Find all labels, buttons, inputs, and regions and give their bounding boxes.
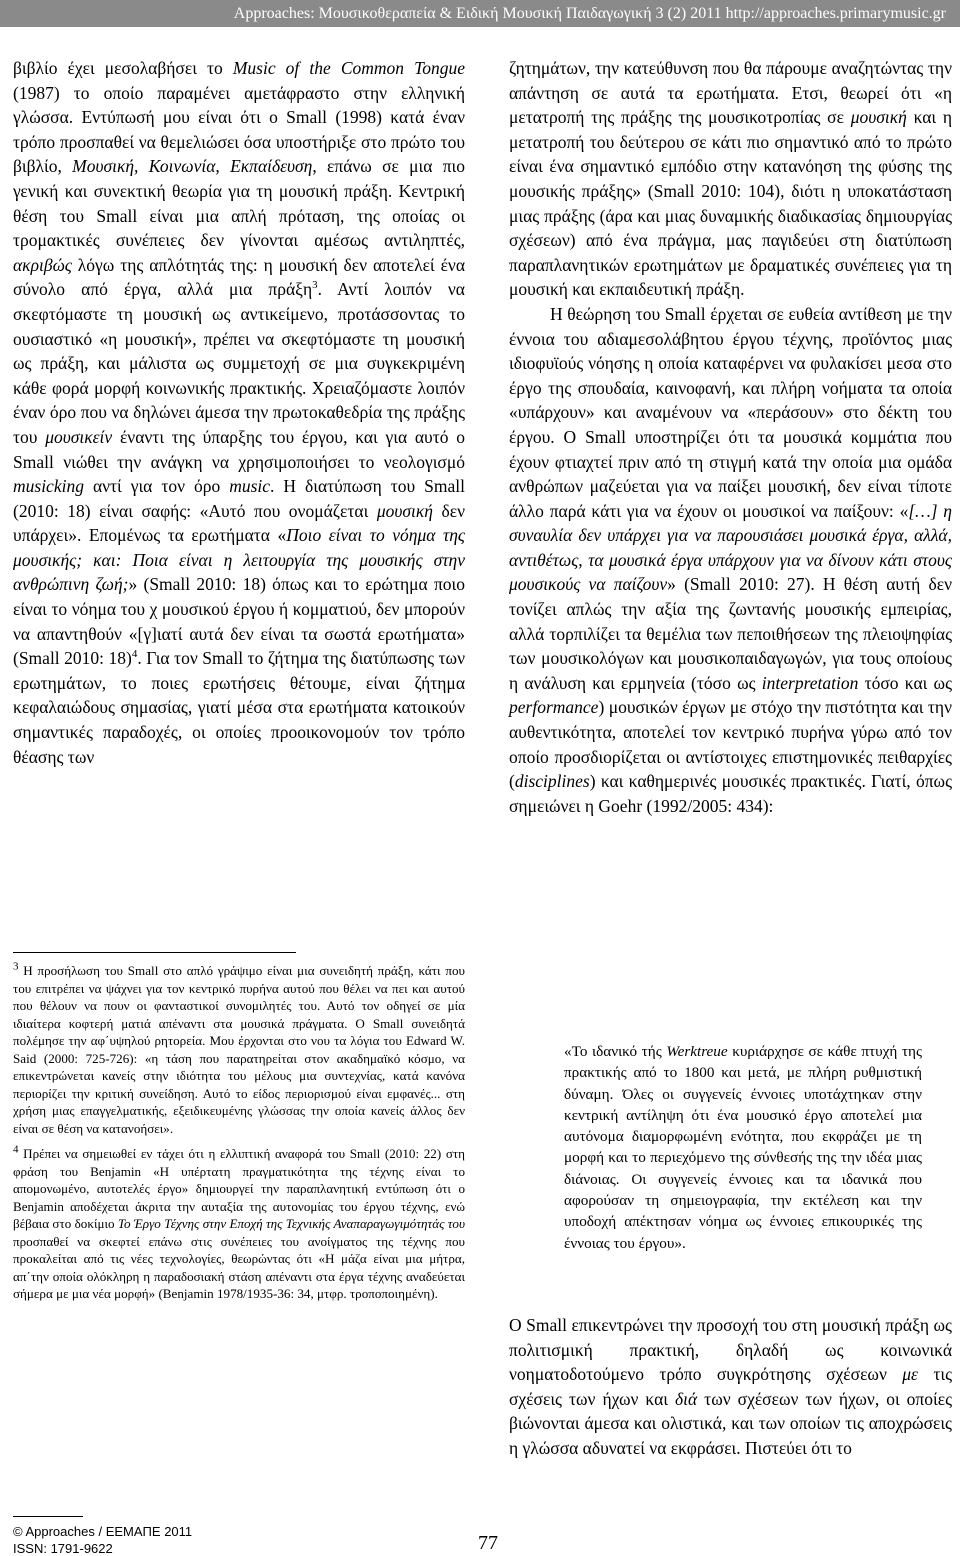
right-paragraph-1: ζητημάτων, την κατεύθυνση που θα πάρουμε αναζητώντας την απάντηση σε αυτά τα ερωτήματα. Ετσι, θεωρεί ότι «η μετατροπή της πράξης της μουσικοτροπίας σε μουσική και η μετατροπή του δεύτερου σε κάτι πιο σημαντικό από το πρώτο είναι ένα σημαντικό εμπόδιο στην κατανόηση της φύσης της μουσικής πράξης» (Small 2010: 104), διότι η υποκατάσταση μιας πράξης (άρα και μιας δυναμικής διαδικασίας δημιουργίας σχέσεων) από ένα πράγμα, μας παγιδεύει στη διατύπωση παραπλανητικών ερωτημάτων με δραματικές συνέπειες για τη μουσική και εκπαιδευτική πράξη. (509, 58, 952, 300)
right-paragraph-3: Ο Small επικεντρώνει την προσοχή του στη μουσική πράξη ως πολιτισμική πρακτική, δηλαδή ως κοινωνικά νοηματοδοτούμενο τρόπο συγκρότησης σχέσεων με τις σχέσεις των ήχων και διά των σχέσεων των ήχων, οι οποίες βιώνονται άμεσα και ολιστικά, και των οποίων τις αποχρώσεις η γλώσσα αδυνατεί να εκφράσει. Πιστεύει ότι το (509, 1315, 952, 1458)
left-paragraph: βιβλίο έχει μεσολαβήσει το Music of the Common Tongue (1987) το οποίο παραμένει αμετάφραστο στην ελληνική γλώσσα. Εντύπωσή μου είναι ότι ο Small (1998) κατά έναν τρόπο προσπαθεί να θεμελιώσει όσα υποστήριξε στο πρώτο του βιβλίο, Μουσική, Κοινωνία, Εκπαίδευση, επάνω σε μια πιο γενική και συνεκτική θεωρία για τη μουσική πράξη. Κεντρική θέση του Small είναι μια απλή πρόταση, της οποίας οι τρομακτικές συνέπειες δεν γίνονται αμέσως αντιληπτές, ακριβώς λόγω της απλότητάς της: η μουσική δεν αποτελεί ένα σύνολο από έργα, αλλά μια πράξη$^3$. Αντί λοιπόν να σκεφτόμαστε τη μουσική ως αντικείμενο, προτάσσοντας το ουσιαστικό «η μουσική», πρέπει να σκεφτόμαστε τη μουσική ως πράξη, και μάλιστα ως συμμετοχή σε μια συγκεκριμένη κάθε φορά μορφή κοινωνικής πρακτικής. Χρειαζόμαστε λοιπόν έναν όρο που να δηλώνει άμεσα την πρωτοκαθεδρία της πράξης του μουσικείν έναντι της ύπαρξης του έργου, και για αυτό ο Small νιώθει την ανάγκη να χρησιμοποιήσει το νεολογισμό musicking αντί για τον όρο music. Η διατύπωση του Small (2010: 18) είναι σαφής: «Αυτό που ονομάζεται μουσική δεν υπάρχει». Επομένως τα ερωτήματα «Ποιο είναι το νόημα της μουσικής; και: Ποια είναι η λειτουργία της μουσικής στην ανθρώπινη ζωή;» (Small 2010: 18) όπως και το ερώτημα ποιο είναι το νόημα του χ μουσικού έργου ή κομματιού, δεν μπορούν να απαντηθούν «[γ]ιατί αυτά δεν είναι τα σωστά ερωτήματα» (Small 2010: 18)$^4$. Για τον Small το ζήτημα της διατύπωσης των ερωτημάτων, το ποιες ερωτήσεις θέτουμε, είναι ζήτημα κεφαλαιώδους σημασίας, γιατί μέσα στα ερωτήματα κατοικούν σημαντικές παραδοχές, οι οποίες προοικονομούν τον τρόπο θέασης των (13, 58, 466, 767)
footnote-4: $^4$ Πρέπει να σημειωθεί εν τάχει ότι η ελλιπτική αναφορά του Small (2010: 22) στη φράση του Benjamin «Η υπέρτατη πραγματικότητα της τέχνης είναι το απομονωμένο, αυτοτελές έργο» δημιουργεί την παραπλανητική εντύπωση ότι ο Benjamin αποδέχεται άκριτα την αυταξία της αυτονομίας του έργου τέχνης, ενώ βέβαια στο δοκίμιο Το Έργο Τέχνης στην Εποχή της Τεχνικής Αναπαραγωγιμότητάς του προσπαθεί να σκεφτεί επάνω στις συνέπειες του ανοίγματος της τέχνης που προκαλείται από τις νέες τεχνολογίες, θεωρώντας ότι «Η μάζα είναι μια μήτρα, απ΄την οποία ολόκληρη η παραδοσιακή στάση απέναντι στα έργα τέχνης αναδεύεται σήμερα με μια νέα μορφή» (Benjamin 1978/1935-36: 34, μτφρ. τροποποιημένη). (13, 1143, 465, 1301)
footnotes (13, 962, 465, 1311)
block-quote: «Το ιδανικό τής Werktreue κυριάρχησε σε κάθε πτυχή της πρακτικής από το 1800 και μετά, με πλήρη ρυθμιστική δύναμη. Όλες οι συγγενείς έννοιες υποτάχτηκαν στην κεντρική αντίληψη ότι ένα μουσικό έργο αποτελεί μια αυτόνομα διαμορφωμένη ενότητα, που εκφράζει με τη μορφή και το περιεχόμενο της σύνθεσής της την ιδέα μιας διάνοιας. Οι συγγενείς έννοιες και τα ιδανικά που αφορούσαν τη σημειογραφία, την εκτέλεση και την υποδοχή απέκτησαν νόημα ως έννοιες επικουρικές της έννοιας του έργου». (564, 1043, 922, 1252)
footer-issn: ISSN: 1791-9622 (13, 1541, 113, 1556)
page-number: 77 (478, 1532, 498, 1554)
journal-header: Approaches: Μουσικοθεραπεία & Ειδική Μουσική Παιδαγωγική 3 (2) 2011 http://approaches.primarymusic.gr (0, 0, 960, 27)
footnote-ref-3[interactable]: 3 (312, 279, 318, 292)
footnote-ref-4[interactable]: 4 (131, 648, 138, 661)
footer-divider (13, 1516, 83, 1517)
footer-copyright: © Approaches / ΕΕΜΑΠΕ 2011 (13, 1524, 193, 1539)
right-paragraph-2: Η θεώρηση του Small έρχεται σε ευθεία αντίθεση με την έννοια του αδιαμεσολάβητου έργου τέχνης, προϊόντος μιας ιδιοφυϊούς νόησης η οποία καταφέρνει να φυλακίσει μεσα στο έργο της σπουδαία, καινοφανή, και πλήρη νοήματα τα οποία «υπάρχουν» και αναμένουν να «περάσουν» στο δέκτη του έργου. Ο Small υποστηρίζει ότι τα μουσικά κομμάτια που έχουν φτιαχτεί πριν από τη στιγμή κατά την οποία μια ομάδα ανθρώπων μαζεύεται για να παίξει μουσική, δεν είναι τίποτε άλλο παρά κάτι για να έχουν οι μουσικοί να παίξουν: «[…] η συναυλία δεν υπάρχει για να παρουσιάσει μουσικά έργα, αλλά, αντιθέτως, τα μουσικά έργα υπάρχουν για να δίνουν κάτι στους μουσικούς να παίζουν» (Small 2010: 27). Η θέση αυτή δεν τονίζει απλώς την αξία της ζωντανής μουσικής εμπειρίας, αλλά τορπιλίζει τα θεμέλια των πεποιθήσεων της πλειοψηφίας των μουσικολόγων και μουσικοπαιδαγωγών, για τους οποίους η ανάλυση και ερμηνεία (τόσο ως interpretation τόσο και ως performance) μουσικών έργων με στόχο την πιστότητα και την αυθεντικότητα, αποτελεί τον κεντρικό πυρήνα γύρω από τον οποίο προσδιορίζεται οι αντίστοιχες επιστημονικές πειθαρχίες (disciplines) και καθημερινές μουσικές πρακτικές. Γιατί, όπως σημειώνει η Goehr (1992/2005: 434): (509, 303, 952, 816)
footnote-divider (13, 952, 296, 953)
footnote-3: $^3$ Η προσήλωση του Small στο απλό γράψιμο είναι μια συνειδητή πράξη, κάτι που του επιτρέπει να ψάχνει για τον κεντρικό πυρήνα αυτού που θέλει να πει και αυτού που θέλουν να πουν οι φανταστικοί συνομιλητές του. Αυτό τον οδηγεί σε μία ιδιαίτερα κοφτερή ματιά απέναντι στα μουσικά πράγματα. Ο Small συνειδητά πολέμησε την αφ΄υψηλού ρητορεία. Μου έρχονται στο νου τα λόγια του Edward W. Said (2000: 725-726): «η τάση που παρατηρείται στον ακαδημαϊκό κόσμο, να επικεντρώνεται κανείς στην ιδιότητα του μέλους μια συντεχνίας, κατά κανόνα περιορίζει την κριτική συνείδηση. Αυτό το είδος περιορισμού είναι εμφανές... στη χρήση μιας επαγγελματικής, εξειδικευμένης γλώσσας την οποία κανείς άλλος δεν είναι σε θέση να κατανοήσει». (13, 960, 465, 1136)
right-column (509, 56, 952, 818)
left-column (13, 56, 465, 769)
